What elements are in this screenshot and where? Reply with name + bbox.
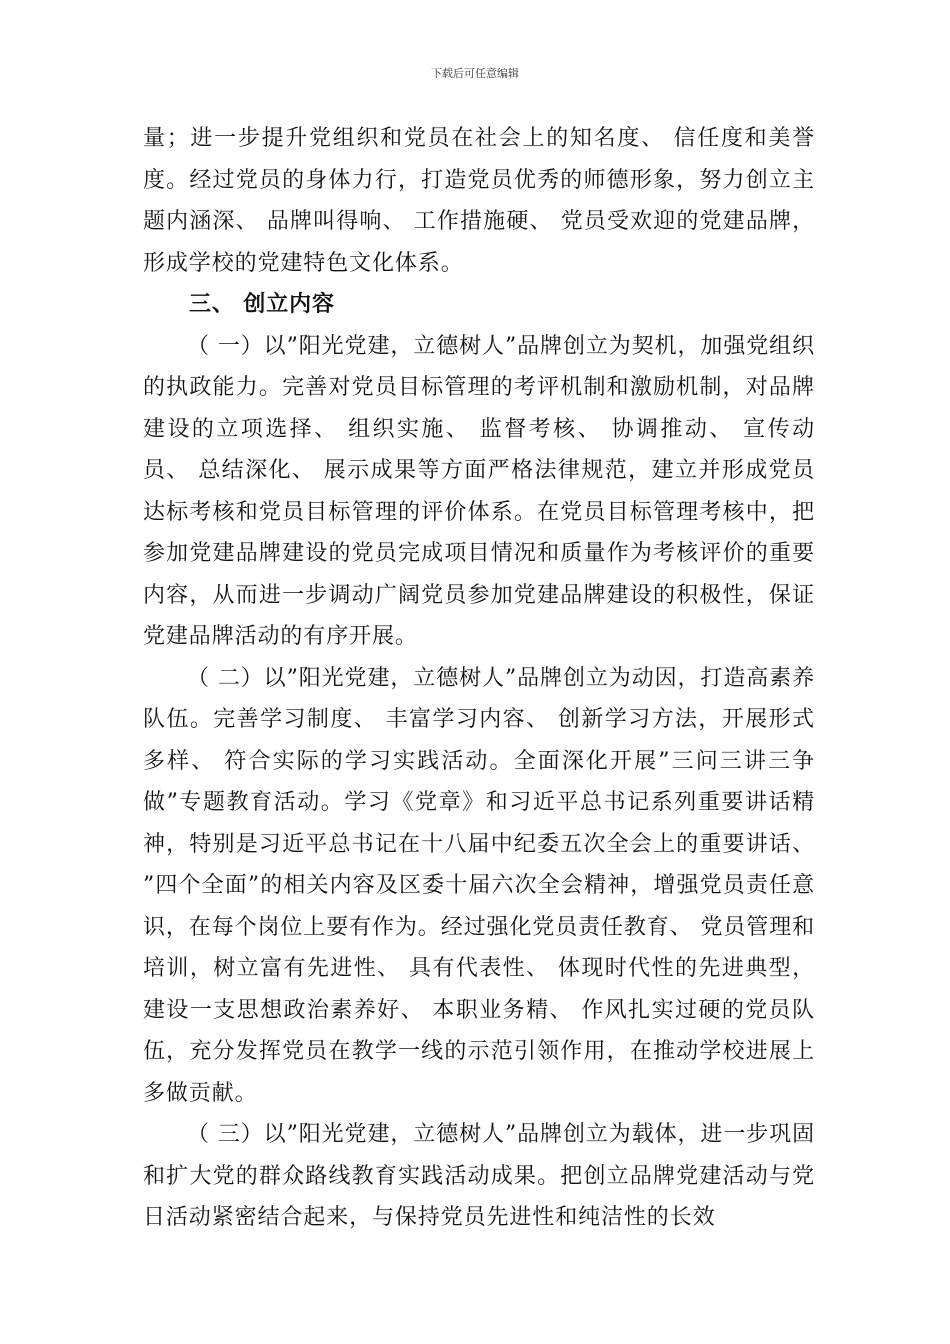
paragraph-item-1: （ 一）以”阳光党建，立德树人”品牌创立为契机，加强党组织的执政能力。完善对党员目标管理的考评机制和激励机制，对品牌建设的立项选择、 组织实施、 监督考核、 协调推动、 宣传动员、 总结深化、 展示成果等方面严格法律规范，建立并形成党员达标考核和党员目标管理的评价体系。在党员目标管理考核中，把参加党建品牌建设的党员完成项目情况和质量作为考核评价的重要内容，从而进一步调动广阔党员参加党建品牌建设的积极性，保证党建品牌活动的有序开展。 [143, 333, 815, 649]
section-heading: 三、 创立内容 [189, 291, 335, 317]
paragraph-item-2: （ 二）以”阳光党建，立德树人”品牌创立为动因，打造高素养队伍。完善学习制度、 丰富学习内容、 创新学习方法，开展形式多样、 符合实际的学习实践活动。全面深化开展”三问三讲三争做”专题教育活动。学习《党章》和习近平总书记系列重要讲话精神，特别是习近平总书记在十八届中纪委五次全会上的重要讲话、 ”四个全面”的相关内容及区委十届六次全会精神，增强党员责任意识，在每个岗位上要有作为。经过强化党员责任教育、 党员管理和培训，树立富有先进性、 具有代表性、 体现时代性的先进典型，建设一支思想政治素养好、 本职业务精、 作风扎实过硬的党员队伍，充分发挥党员在教学一线的示范引领作用，在推动学校进展上多做贡献。 [143, 665, 815, 1106]
document-body [143, 118, 815, 1239]
paragraph-continuation: 量；进一步提升党组织和党员在社会上的知名度、 信任度和美誉度。经过党员的身体力行，打造党员优秀的师德形象，努力创立主题内涵深、 品牌叫得响、 工作措施硬、 党员受欢迎的党建品牌，形成学校的党建特色文化体系。 [143, 126, 815, 276]
paragraph-item-3: （ 三）以”阳光党建，立德树人”品牌创立为载体，进一步巩固和扩大党的群众路线教育实践活动成果。把创立品牌党建活动与党日活动紧密结合起来，与保持党员先进性和纯洁性的长效 [143, 1122, 815, 1230]
page-header: 下载后可任意编辑 [431, 67, 519, 80]
